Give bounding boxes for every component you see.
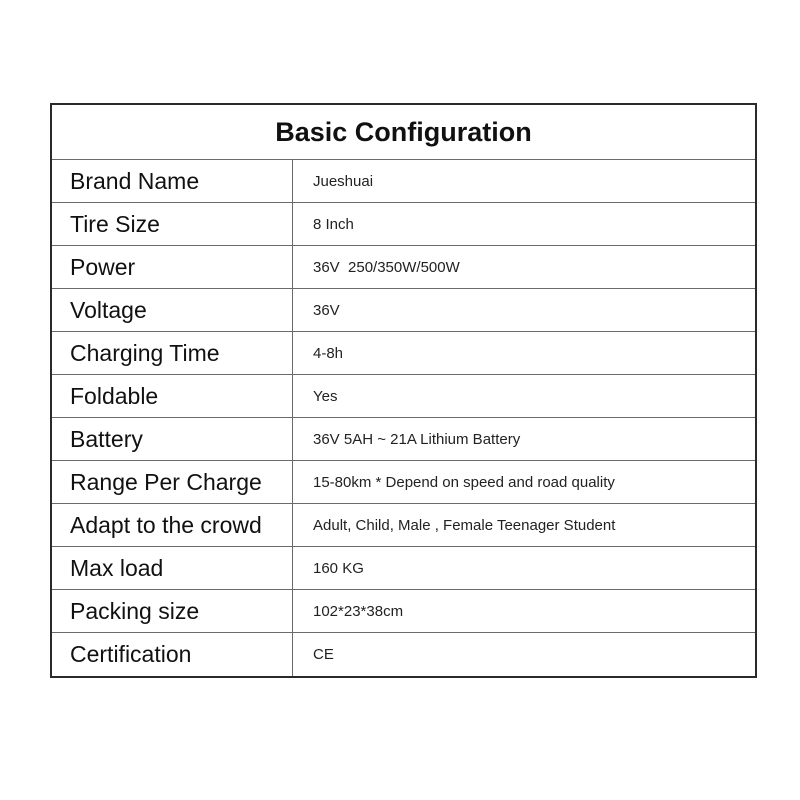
row-value-range-per-charge: 15-80km * Depend on speed and road quality xyxy=(313,473,615,491)
table-row xyxy=(52,504,755,547)
table-row xyxy=(52,203,755,246)
table-row xyxy=(52,461,755,504)
row-value-max-load: 160 KG xyxy=(313,559,364,577)
row-label-range-per-charge: Range Per Charge xyxy=(52,461,293,503)
table-row xyxy=(52,590,755,633)
row-value-brand-name: Jueshuai xyxy=(313,172,374,190)
row-label-brand-name: Brand Name xyxy=(52,160,293,202)
row-value-power: 36V 250/350W/500W xyxy=(313,258,460,276)
row-label-charging-time: Charging Time xyxy=(52,332,293,374)
row-label-adapt-to-the-crowd: Adapt to the crowd xyxy=(52,504,293,546)
table-row xyxy=(52,633,755,676)
table-row xyxy=(52,332,755,375)
row-label-voltage: Voltage xyxy=(52,289,293,331)
table-row xyxy=(52,160,755,203)
row-value-packing-size: 102*23*38cm xyxy=(313,602,404,620)
row-value-adapt-to-the-crowd: Adult, Child, Male , Female Teenager Student xyxy=(313,516,616,534)
row-label-certification: Certification xyxy=(52,633,293,676)
row-label-battery: Battery xyxy=(52,418,293,460)
table-row xyxy=(52,289,755,332)
row-value-charging-time: 4-8h xyxy=(313,344,344,362)
table-title: Basic Configuration xyxy=(52,105,755,160)
row-label-max-load: Max load xyxy=(52,547,293,589)
row-value-battery: 36V 5AH ~ 21A Lithium Battery xyxy=(313,430,521,448)
table-row xyxy=(52,375,755,418)
table-row xyxy=(52,418,755,461)
table-row xyxy=(52,246,755,289)
row-value-tire-size: 8 Inch xyxy=(313,215,354,233)
table-row xyxy=(52,547,755,590)
spec-table xyxy=(50,103,757,678)
row-label-packing-size: Packing size xyxy=(52,590,293,632)
row-value-voltage: 36V xyxy=(313,301,340,319)
row-label-foldable: Foldable xyxy=(52,375,293,417)
row-value-certification: CE xyxy=(313,646,334,663)
row-value-foldable: Yes xyxy=(313,387,338,405)
row-label-power: Power xyxy=(52,246,293,288)
row-label-tire-size: Tire Size xyxy=(52,203,293,245)
